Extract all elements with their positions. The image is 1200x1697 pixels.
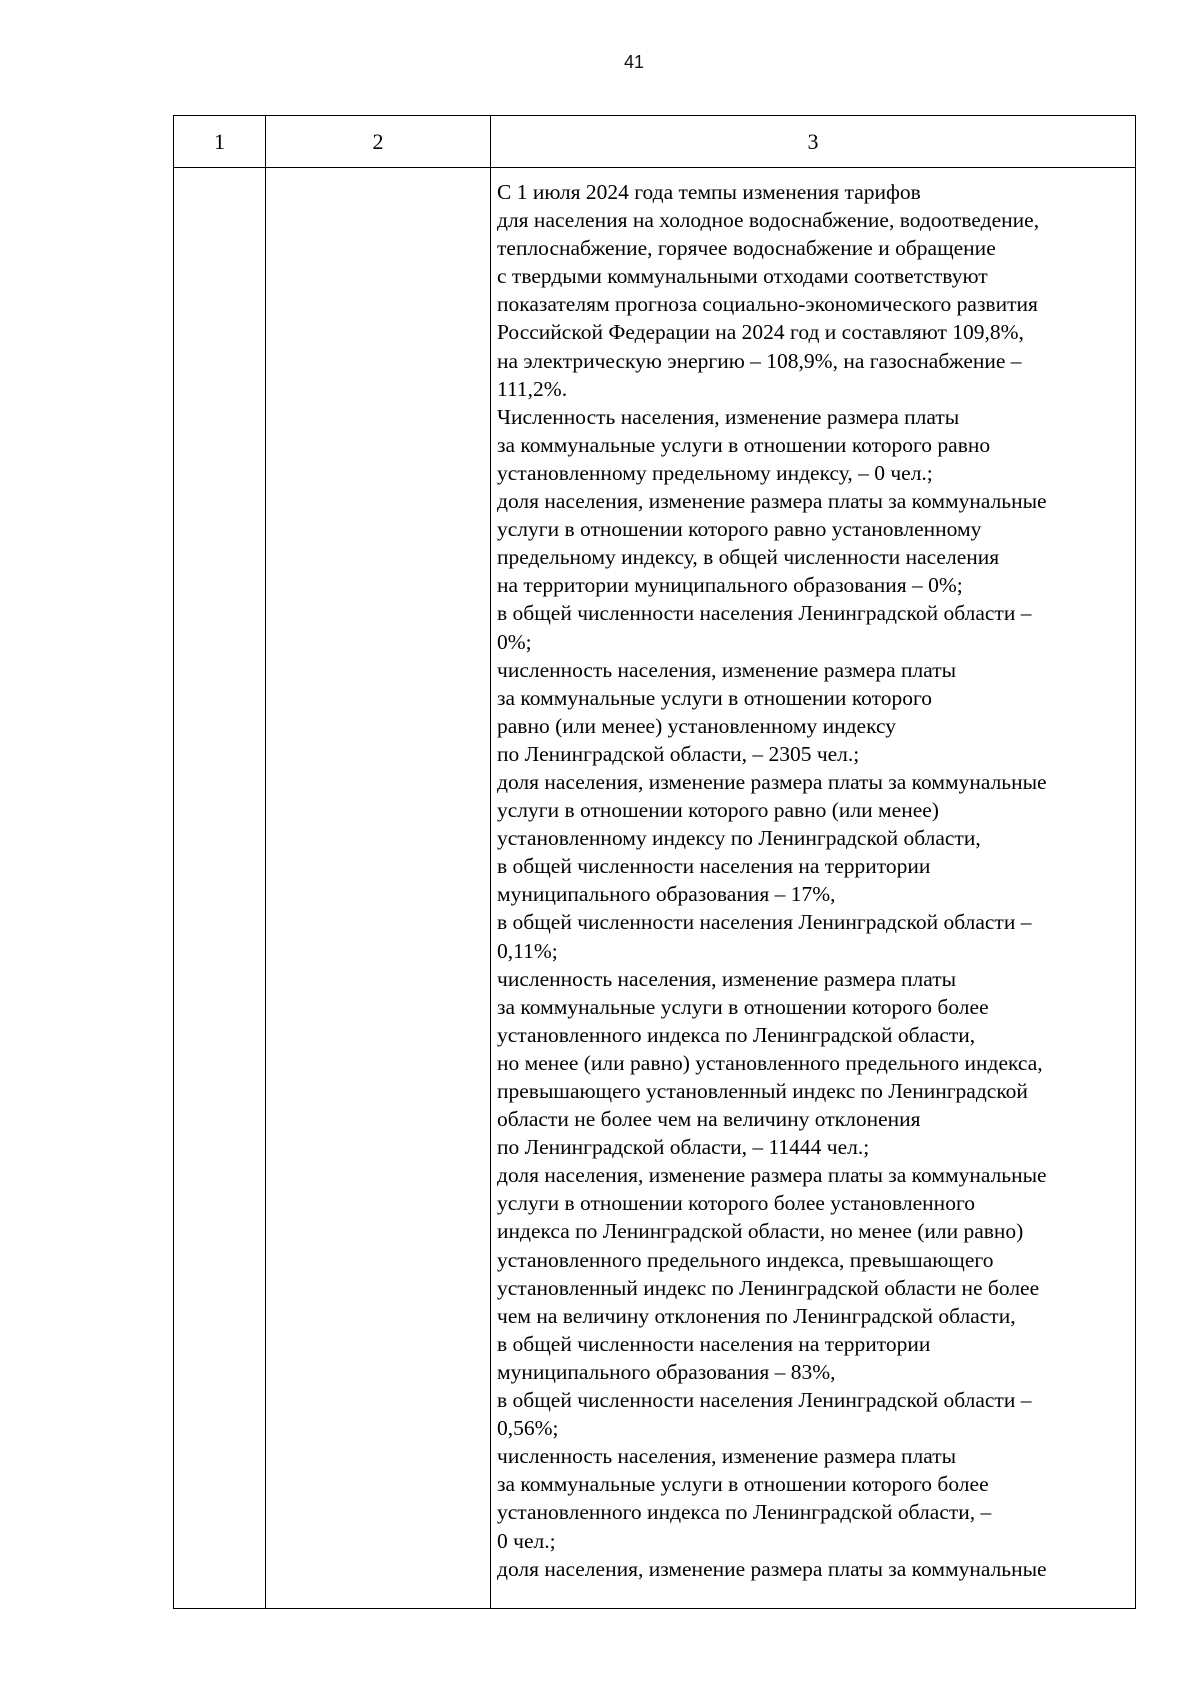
table-header-row [174,116,1136,168]
text-line: установленному предельному индексу, – 0 чел.; [497,460,933,485]
column-header-3: 3 [491,116,1136,168]
text-line: на территории муниципального образования – 0%; [497,573,963,598]
text-line: но менее (или равно) установленного предельного индекса, [497,1050,1043,1075]
page-number: 41 [623,52,645,72]
text-line: предельному индексу, в общей численности населения [497,545,1000,570]
text-line: доля населения, изменение размера платы за коммунальные [497,1163,1047,1188]
text-line: индекса по Ленинградской области, но менее (или равно) [497,1219,1024,1244]
text-line: чем на величину отклонения по Ленинградской области, [497,1303,1016,1328]
text-line: за коммунальные услуги в отношении которого более [497,1472,989,1497]
cell-column-1 [174,168,266,1609]
text-line: установленного индекса по Ленинградской области, – [497,1500,992,1525]
text-line: услуги в отношении которого равно установленному [497,517,982,542]
text-line: по Ленинградской области, – 2305 чел.; [497,741,860,766]
text-line: по Ленинградской области, – 11444 чел.; [497,1135,870,1160]
text-line: доля населения, изменение размера платы за коммунальные [497,489,1047,514]
text-line: установленному индексу по Ленинградской области, [497,826,981,851]
column-header-1: 1 [174,116,266,168]
text-line: в общей численности населения на территории [497,1331,931,1356]
text-line: в общей численности населения на территории [497,854,931,879]
text-line: муниципального образования – 17%, [497,882,836,907]
text-line: установленный индекс по Ленинградской области не более [497,1275,1040,1300]
cell-column-3 [491,168,1136,1609]
column-header-2: 2 [266,116,491,168]
text-line: доля населения, изменение размера платы за коммунальные [497,769,1047,794]
text-line: установленного предельного индекса, превышающего [497,1247,994,1272]
text-line: превышающего установленный индекс по Ленинградской [497,1079,1028,1103]
text-line: теплоснабжение, горячее водоснабжение и обращение [497,236,996,261]
text-line: на электрическую энергию – 108,9%, на газоснабжение – [497,348,1022,373]
text-line: численность населения, изменение размера платы [497,1444,957,1469]
cell-column-2 [266,168,491,1609]
text-line: установленного индекса по Ленинградской области, [497,1022,976,1047]
text-line: услуги в отношении которого равно (или менее) [497,798,939,823]
text-line: численность населения, изменение размера платы [497,657,957,682]
text-line: за коммунальные услуги в отношении которого равно [497,432,991,457]
text-line: в общей численности населения Ленинградской области – [497,601,1032,626]
text-line: Численность населения, изменение размера платы [497,404,960,429]
text-line: 111,2%. [497,376,568,401]
text-line: 0%; [497,629,532,654]
table-row [174,168,1136,1609]
text-line: за коммунальные услуги в отношении которого более [497,994,989,1019]
text-line: области не более чем на величину отклонения [497,1107,921,1132]
text-line: показателям прогноза социально-экономического развития [497,292,1038,317]
text-line: 0 чел.; [497,1528,556,1553]
text-line: 0,11%; [497,938,558,963]
text-line: муниципального образования – 83%, [497,1359,836,1384]
text-line: равно (или менее) установленному индексу [497,713,897,738]
text-line: доля населения, изменение размера платы за коммунальные [497,1556,1047,1581]
tariff-description-text [497,178,1131,1583]
document-table [173,115,1136,1609]
text-line: Российской Федерации на 2024 год и составляют 109,8%, [497,320,1024,345]
text-line: 0,56%; [497,1416,559,1441]
text-line: услуги в отношении которого более установленного [497,1191,975,1216]
text-line: за коммунальные услуги в отношении которого [497,685,933,710]
text-line: с твердыми коммунальными отходами соответствуют [497,264,988,289]
text-line: в общей численности населения Ленинградской области – [497,1388,1032,1413]
text-line: численность населения, изменение размера платы [497,966,957,991]
text-line: для населения на холодное водоснабжение, водоотведение, [497,208,1040,233]
text-line: С 1 июля 2024 года темпы изменения тарифов [497,180,921,204]
text-line: в общей численности населения Ленинградской области – [497,910,1032,935]
